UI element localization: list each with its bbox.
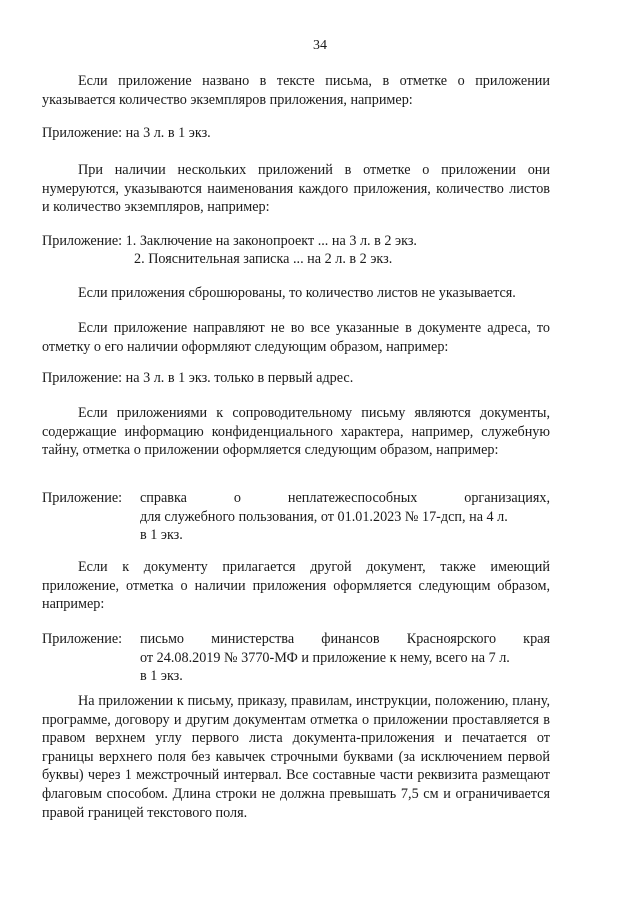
attachment-label: Приложение:: [42, 631, 123, 647]
attachment-line-1: письмо министерства финансов Красноярского края: [140, 631, 550, 647]
example-first-address: Приложение: на 3 л. в 1 экз. только в первый адрес.: [42, 370, 354, 386]
example-numbered-line-2: 2. Пояснительная записка ... на 2 л. в 2 экз.: [134, 251, 393, 267]
paragraph-attachment-named: Если приложение названо в тексте письма, в отметке о приложении указывается количество экземпляров приложения, например:: [42, 73, 550, 108]
attachment-line-1: справка о неплатежеспособных организациях,: [140, 490, 550, 506]
attachment-line-2: от 24.08.2019 № 3770-МФ и приложение к нему, всего на 7 л.: [140, 649, 510, 666]
example-confidential-attachment: [42, 489, 550, 545]
page-number: 34: [313, 38, 327, 53]
attachment-label: Приложение:: [42, 490, 123, 506]
paragraph-nested-attachment: Если к документу прилагается другой документ, также имеющий приложение, отметка о наличии приложения оформляется следующим образом, например:: [42, 559, 550, 613]
attachment-line-2: для служебного пользования, от 01.01.2023 № 17-дсп, на 4 л.: [140, 508, 508, 525]
example-numbered-line-1: Приложение: 1. Заключение на законопроект ... на 3 л. в 2 экз.: [42, 233, 417, 249]
paragraph-multiple-attachments: При наличии нескольких приложений в отметке о приложении они нумеруются, указываются наименования каждого приложения, количество листов и количество экземпляров, например:: [42, 162, 550, 216]
example-nested-attachment: [42, 630, 550, 686]
paragraph-attachment-mark-placement: На приложении к письму, приказу, правилам, инструкции, положению, плану, программе, договору и другим документам отметка о приложении проставляется в правом верхнем углу первого листа документа-приложения и печатается от границы верхнего поля без кавычек строчными буквами (за исключением первой буквы) через 1 межстрочный интервал. Все составные части реквизита размещают флаговым способом. Длина строки не должна превышать 7,5 см и ограничивается правой границей текстового поля.: [42, 693, 550, 821]
attachment-line-3: в 1 экз.: [140, 668, 183, 685]
attachment-line-3: в 1 экз.: [140, 527, 183, 544]
paragraph-confidential: Если приложениями к сопроводительному письму являются документы, содержащие информацию конфиденциального характера, например, служебную тайну, отметка о приложении оформляется следующим образом, например:: [42, 405, 550, 459]
example-attachment-simple: Приложение: на 3 л. в 1 экз.: [42, 125, 211, 141]
paragraph-partial-addresses: Если приложение направляют не во все указанные в документе адреса, то отметку о его наличии оформляют следующим образом, например:: [42, 320, 550, 355]
paragraph-bound-attachments: Если приложения сброшюрованы, то количество листов не указывается.: [78, 285, 516, 301]
